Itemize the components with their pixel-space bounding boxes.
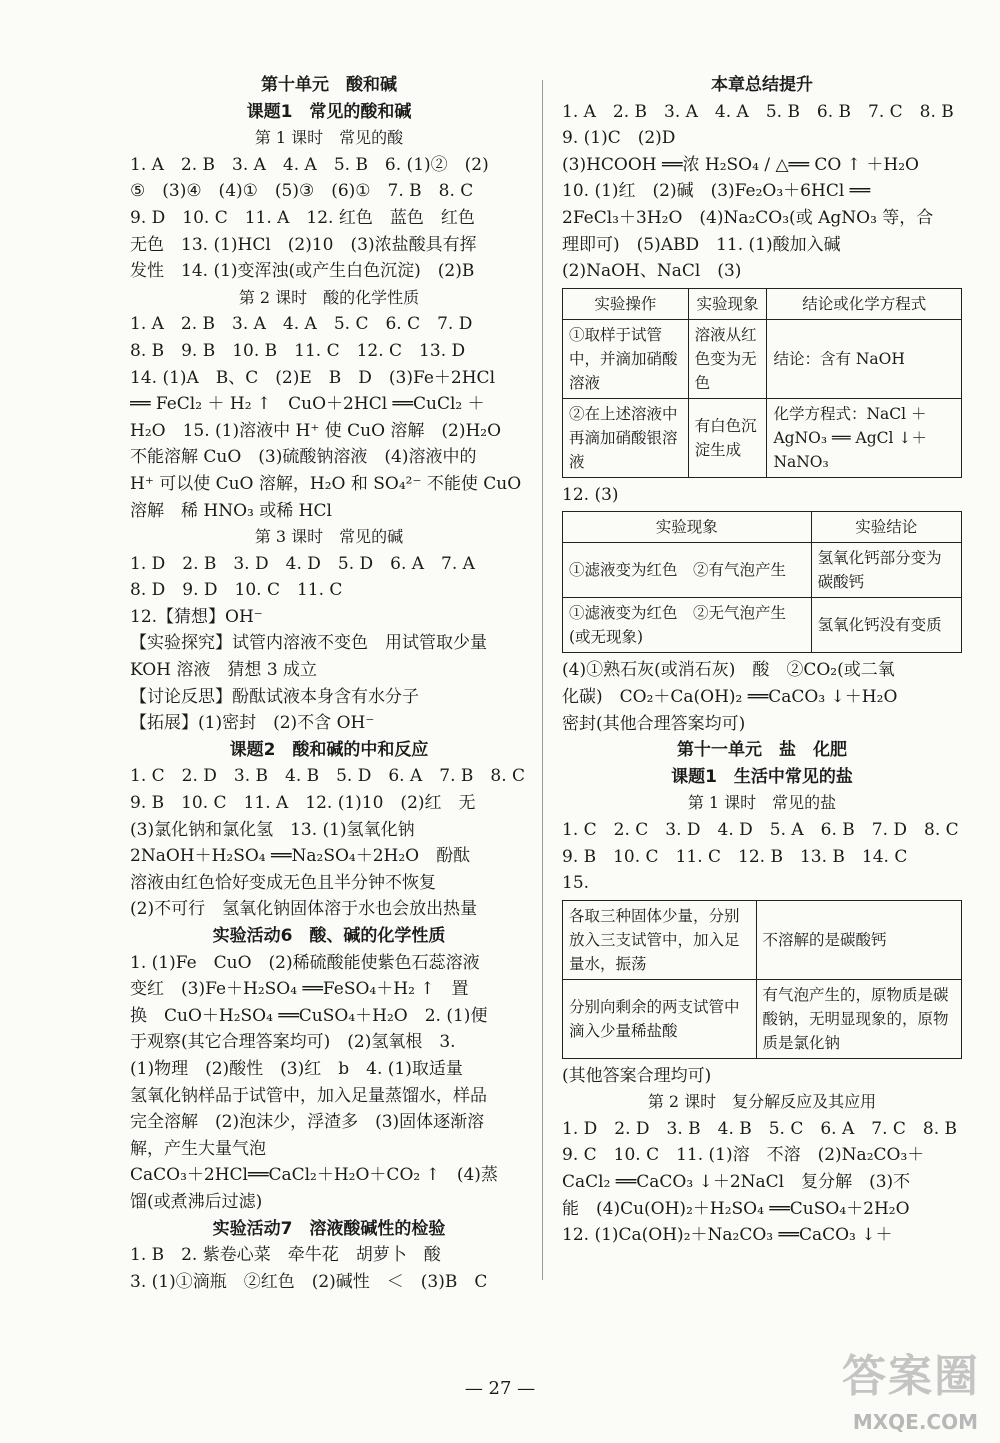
right-column: [562, 72, 962, 1249]
answer-line: 1. B 2. 紫卷心菜 牵牛花 胡萝卜 酸: [130, 1245, 441, 1266]
answer-line: 发性 14. (1)变浑浊(或产生白色沉淀) (2)B: [130, 261, 475, 282]
table-row: [563, 598, 962, 653]
table-cell: 化学方程式：NaCl ＋ AgNO₃ ══ AgCl ↓＋NaNO₃: [767, 398, 962, 477]
section-heading: 实验活动6 酸、碱的化学性质: [212, 926, 446, 946]
table-header-cell: 实验结论: [811, 512, 961, 543]
answer-line: 溶液由红色恰好变成无色且半分钟不恢复: [130, 872, 436, 893]
table-cell: 各取三种固体少量，分别放入三支试管中，加入足量水，振荡: [563, 900, 757, 979]
answer-line: 于观察(其它合理答案均可) (2)氢氧根 3.: [130, 1032, 456, 1053]
lesson-subheading: 第 1 课时 常见的酸: [254, 128, 404, 148]
answer-line: 2FeCl₃＋3H₂O (4)Na₂CO₃(或 AgNO₃ 等，合: [562, 207, 934, 228]
answer-line: 溶解 稀 HNO₃ 或稀 HCl: [130, 500, 332, 521]
answer-line: (1)物理 (2)酸性 (3)红 b 4. (1)取适量: [130, 1058, 463, 1079]
table-header-cell: 实验操作: [563, 288, 689, 319]
answer-line: (2)NaOH、NaCl (3): [562, 261, 742, 282]
answer-line: 馏(或煮沸后过滤): [130, 1191, 263, 1212]
section-heading: 课题1 常见的酸和碱: [246, 101, 412, 122]
lesson-subheading: 第 2 课时 酸的化学性质: [238, 287, 420, 307]
answer-line: 【实验探究】试管内溶液不变色 用试管取少量: [130, 633, 487, 654]
table-cell: ①取样于试管中，并滴加硝酸溶液: [563, 319, 689, 398]
table-cell: 有白色沉淀生成: [688, 398, 767, 477]
table-header-cell: 实验现象: [563, 512, 812, 543]
watermark-url: MXQE.COM: [852, 1410, 978, 1434]
answer-line: 8. D 9. D 10. C 11. C: [130, 580, 343, 601]
answer-line: 10. (1)红 (2)碱 (3)Fe₂O₃＋6HCl ══: [562, 181, 871, 202]
table-row: [563, 979, 962, 1058]
table-cell: 结论：含有 NaOH: [767, 319, 962, 398]
answer-line: 9. B 10. C 11. C 12. B 13. B 14. C: [562, 846, 908, 867]
table-row: [563, 900, 962, 979]
answer-line: 1. C 2. C 3. D 4. D 5. A 6. B 7. D 8. C: [562, 819, 959, 840]
answer-line: 9. B 10. C 11. A 12. (1)10 (2)红 无: [130, 793, 476, 814]
answer-line: (4)①熟石灰(或消石灰) 酸 ②CO₂(或二氧: [562, 660, 895, 681]
section-heading: 实验活动7 溶液酸碱性的检验: [212, 1218, 446, 1239]
answer-line: 1. D 2. D 3. B 4. B 5. C 6. A 7. C 8. B: [562, 1118, 958, 1139]
answer-line: CaCl₂ ══CaCO₃ ↓＋2NaCl 复分解 (3)不: [562, 1172, 911, 1193]
section-heading: 本章总结提升: [711, 75, 813, 95]
answer-line: (3)HCOOH ══浓 H₂SO₄ / △══ CO ↑ ＋H₂O: [562, 154, 919, 175]
left-column: [130, 72, 528, 1295]
answer-line: 2NaOH＋H₂SO₄ ══Na₂SO₄＋2H₂O 酚酞: [130, 846, 471, 867]
answer-line: 无色 13. (1)HCl (2)10 (3)浓盐酸具有挥: [130, 234, 477, 255]
answer-line: 氢氧化钠样品于试管中，加入足量蒸馏水，样品: [130, 1085, 487, 1106]
answer-line: 12. (3): [562, 484, 619, 505]
answer-line: 化碳) CO₂＋Ca(OH)₂ ══CaCO₃ ↓＋H₂O: [562, 686, 898, 707]
section-heading: 课题2 酸和碱的中和反应: [229, 739, 429, 760]
answer-line: 12.【猜想】OH⁻: [130, 606, 263, 627]
table-cell: 溶液从红色变为无色: [688, 319, 767, 398]
column-divider: [542, 80, 543, 1280]
answer-table-t15: [562, 900, 962, 1059]
answer-line: 1. C 2. D 3. B 4. B 5. D 6. A 7. B 8. C: [130, 766, 526, 787]
answer-line: 12. (1)Ca(OH)₂＋Na₂CO₃ ══CaCO₃ ↓＋: [562, 1225, 893, 1246]
answer-line: ══ FeCl₂ ＋ H₂ ↑ CuO＋2HCl ══CuCl₂ ＋: [130, 394, 485, 415]
answer-table-t11: [562, 288, 962, 478]
answer-table-t12: [562, 511, 962, 653]
answer-line: 3. (1)①滴瓶 ②红色 (2)碱性 ＜ (3)B C: [130, 1271, 488, 1292]
answer-line: H⁺ 可以使 CuO 溶解，H₂O 和 SO₄²⁻ 不能使 CuO: [130, 473, 522, 494]
table-cell: ②在上述溶液中再滴加硝酸银溶液: [563, 398, 689, 477]
table-cell: ①滤液变为红色 ②无气泡产生(或无现象): [563, 598, 812, 653]
table-header-cell: 结论或化学方程式: [767, 288, 962, 319]
answer-line: (其他答案合理均可): [562, 1065, 712, 1086]
table-cell: 分别向剩余的两支试管中滴入少量稀盐酸: [563, 979, 757, 1058]
table-cell: 不溶解的是碳酸钙: [756, 900, 961, 979]
lesson-subheading: 第 2 课时 复分解反应及其应用: [647, 1092, 877, 1112]
table-header-cell: 实验现象: [688, 288, 767, 319]
table-cell: ①滤液变为红色 ②有气泡产生: [563, 543, 812, 598]
answer-line: 密封(其他合理答案均可): [562, 713, 746, 734]
watermark-text: 答案圈: [842, 1351, 980, 1402]
answer-line: KOH 溶液 猜想 3 成立: [130, 660, 318, 681]
answer-line: 不能溶解 CuO (3)硫酸钠溶液 (4)溶液中的: [130, 447, 477, 468]
answer-line: (2)不可行 氢氧化钠固体溶于水也会放出热量: [130, 899, 478, 920]
answer-line: CaCO₃＋2HCl══CaCl₂＋H₂O＋CO₂ ↑ (4)蒸: [130, 1165, 498, 1186]
answer-line: 变红 (3)Fe＋H₂SO₄ ══FeSO₄＋H₂ ↑ 置: [130, 979, 469, 1000]
answer-line: 理即可) (5)ABD 11. (1)酸加入碱: [562, 234, 841, 255]
answer-line: 15.: [562, 873, 590, 894]
table-cell: 有气泡产生的，原物质是碳酸钠，无明显现象的，原物质是氯化钠: [756, 979, 961, 1058]
page-number: — 27 —: [464, 1378, 536, 1399]
answer-line: 1. A 2. B 3. A 4. A 5. C 6. C 7. D: [130, 314, 473, 335]
answer-line: 14. (1)A B、C (2)E B D (3)Fe＋2HCl: [130, 367, 496, 388]
answer-line: 9. C 10. C 11. (1)溶 不溶 (2)Na₂CO₃＋: [562, 1145, 925, 1166]
section-heading: 课题1 生活中常见的盐: [671, 766, 853, 787]
table-row: [563, 398, 962, 477]
answer-line: (3)氯化钠和氯化氢 13. (1)氢氧化钠: [130, 819, 415, 840]
answer-line: 9. D 10. C 11. A 12. 红色 蓝色 红色: [130, 207, 475, 228]
lesson-subheading: 第 1 课时 常见的盐: [687, 793, 837, 813]
table-row: [563, 543, 962, 598]
answer-line: 【拓展】(1)密封 (2)不含 OH⁻: [130, 713, 375, 734]
answer-line: 解，产生大量气泡: [130, 1138, 266, 1159]
answer-line: 能 (4)Cu(OH)₂＋H₂SO₄ ══CuSO₄＋2H₂O: [562, 1198, 910, 1219]
answer-line: H₂O 15. (1)溶液中 H⁺ 使 CuO 溶解 (2)H₂O: [130, 420, 502, 441]
watermark-logo: [748, 1340, 988, 1440]
answer-line: 换 CuO＋H₂SO₄ ══CuSO₄＋H₂O 2. (1)便: [130, 1005, 488, 1026]
answer-line: 1. (1)Fe CuO (2)稀硫酸能使紫色石蕊溶液: [130, 952, 480, 973]
answer-line: 1. D 2. B 3. D 4. D 5. D 6. A 7. A: [130, 553, 475, 574]
section-heading: 第十单元 酸和碱: [261, 75, 397, 95]
answer-line: 9. (1)C (2)D: [562, 128, 676, 149]
lesson-subheading: 第 3 课时 常见的碱: [254, 527, 404, 547]
table-cell: 氢氧化钙没有变质: [811, 598, 961, 653]
answer-line: 8. B 9. B 10. B 11. C 12. C 13. D: [130, 340, 466, 361]
answer-line: 1. A 2. B 3. A 4. A 5. B 6. B 7. C 8. B: [562, 101, 954, 122]
answer-line: 完全溶解 (2)泡沫少，浮渣多 (3)固体逐渐溶: [130, 1112, 485, 1133]
section-heading: 第十一单元 盐 化肥: [677, 740, 847, 761]
answer-line: 1. A 2. B 3. A 4. A 5. B 6. (1)② (2): [130, 154, 489, 175]
table-row: [563, 319, 962, 398]
answer-line: ⑤ (3)④ (4)① (5)③ (6)① 7. B 8. C: [130, 181, 474, 202]
answer-line: 【讨论反思】酚酞试液本身含有水分子: [130, 686, 419, 707]
table-cell: 氢氧化钙部分变为碳酸钙: [811, 543, 961, 598]
